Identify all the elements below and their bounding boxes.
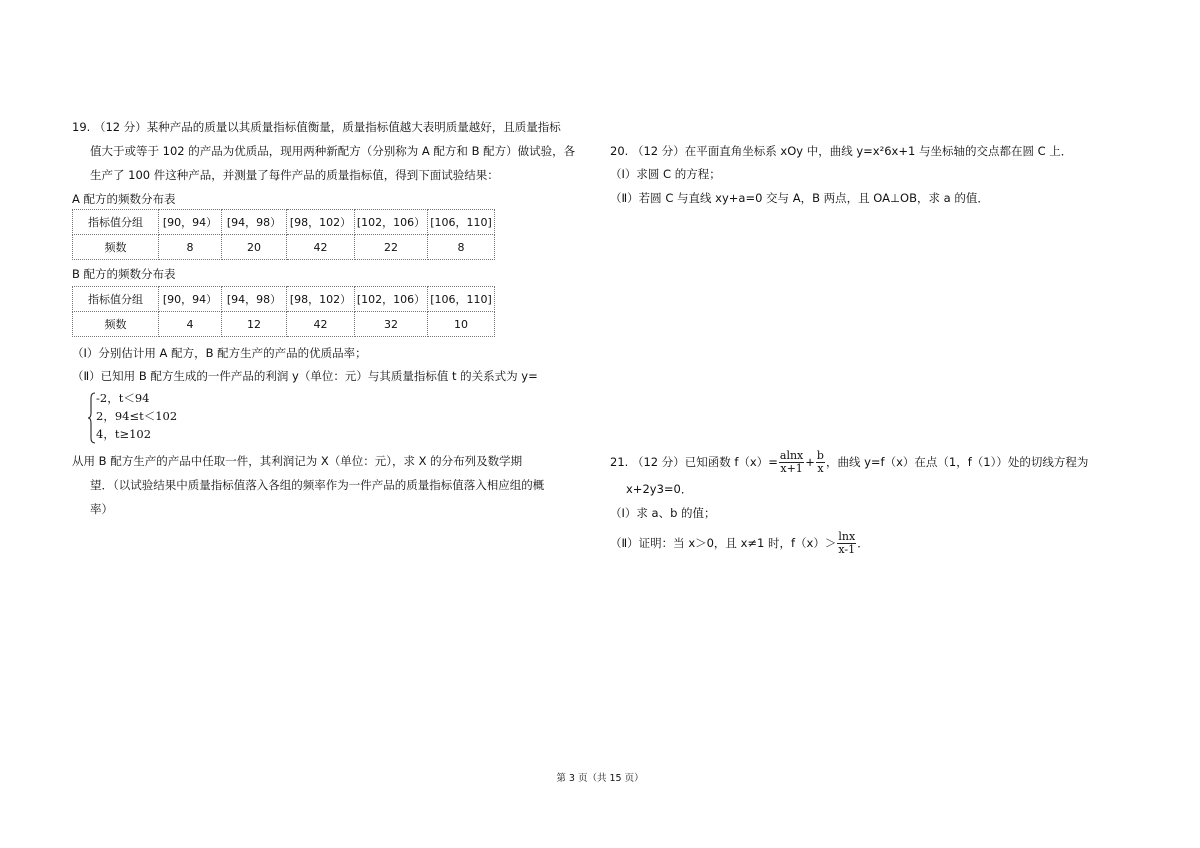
q21-line1-start: 21. （12 分）已知函数 f（x）= [610,455,778,469]
q19-after3: 率） [90,502,113,516]
table-cell: [98，102） [287,287,355,312]
q19-after2: 望．（以试验结果中质量指标值落入各组的频率作为一件产品的质量指标值落入相应组的概 [90,478,545,492]
q19-line2: 值大于或等于 102 的产品为优质品，现用两种新配方（分别称为 A 配方和 B 配方）做试验，各 [90,144,576,158]
table-cell: [102，106） [355,210,428,235]
q19-part2: （Ⅱ）已知用 B 配方生成的一件产品的利润 y（单位：元）与其质量指标值 t 的关系式为 y= [72,369,538,383]
table-cell: [106，110] [428,210,495,235]
table-cell: 8 [159,235,222,260]
table-cell: 频数 [73,312,159,337]
fraction-b-over-x [816,450,825,474]
table-cell: 12 [222,312,287,337]
fraction-numerator: alnx [779,449,804,463]
table-cell: 32 [355,312,428,337]
table-row [73,210,495,235]
table-cell: [90，94） [159,210,222,235]
fraction-denominator: x+1 [780,462,803,475]
table-cell: 8 [428,235,495,260]
table-cell: 4 [159,312,222,337]
page-footer: 第 3 页（共 15 页） [556,773,644,784]
q19-part1: （Ⅰ）分别估计用 A 配方，B 配方生产的产品的优质品率； [72,346,367,360]
q20-line1: 20. （12 分）在平面直角坐标系 xOy 中，曲线 y=x²6x+1 与坐标轴的交点都在圆 C 上． [610,144,1073,158]
table-cell: 42 [287,235,355,260]
table-cell: [94，98） [222,287,287,312]
table-cell: 20 [222,235,287,260]
q21-line1-end: ，曲线 y=f（x）在点（1，f（1））处的切线方程为 [825,455,1089,469]
q21-part2-start: （Ⅱ）证明：当 x＞0，且 x≠1 时，f（x）＞ [610,536,837,550]
q19-after1: 从用 B 配方生产的产品中任取一件，其利润记为 X（单位：元），求 X 的分布列及数学期 [72,454,523,468]
table-cell: 频数 [73,235,159,260]
fraction-numerator: lnx [838,530,856,544]
piecewise-case-2: 2，94≤t＜102 [96,409,178,423]
fraction-lnx-over-x-minus-1 [837,531,856,555]
q19-line1: 19. （12 分）某种产品的质量以其质量指标值衡量，质量指标值越大表明质量越好，且质量指标 [72,120,561,134]
frequency-table-b [72,286,495,337]
table-cell: [90，94） [159,287,222,312]
table-cell: 指标值分组 [73,287,159,312]
q21-part1: （Ⅰ）求 a、b 的值； [610,506,716,520]
q21-part2-end: ． [857,536,869,550]
fraction-numerator: b [816,449,824,463]
fraction-denominator: x [817,462,824,475]
piecewise-case-1: -2，t＜94 [96,391,150,405]
table-cell: [94，98） [222,210,287,235]
q21-line2: x+2y3=0． [626,482,693,496]
table-cell: 42 [287,312,355,337]
q19-line3: 生产了 100 件这种产品，并测量了每件产品的质量指标值，得到下面试验结果： [90,168,499,182]
plus-sign: + [805,455,815,469]
q20-part1: （Ⅰ）求圆 C 的方程； [610,167,721,181]
q21-line1 [610,449,1088,475]
table-cell: 22 [355,235,428,260]
piecewise-case-3: 4，t≥102 [96,427,152,441]
piecewise-brace-icon [88,392,96,444]
table-row [73,287,495,312]
table-a-title: A 配方的频数分布表 [72,192,176,206]
fraction-alnx-over-x-plus-1 [779,450,804,474]
fraction-denominator: x-1 [838,543,856,556]
table-cell: [106，110] [428,287,495,312]
table-b-title: B 配方的频数分布表 [72,267,176,281]
table-cell: 10 [428,312,495,337]
table-row [73,235,495,260]
table-cell: 指标值分组 [73,210,159,235]
table-cell: [98，102） [287,210,355,235]
table-cell: [102，106） [355,287,428,312]
frequency-table-a [72,209,495,260]
q20-part2: （Ⅱ）若圆 C 与直线 xy+a=0 交与 A，B 两点，且 OA⊥OB，求 a 的值． [610,191,989,205]
q21-part2 [610,530,869,556]
table-row [73,312,495,337]
